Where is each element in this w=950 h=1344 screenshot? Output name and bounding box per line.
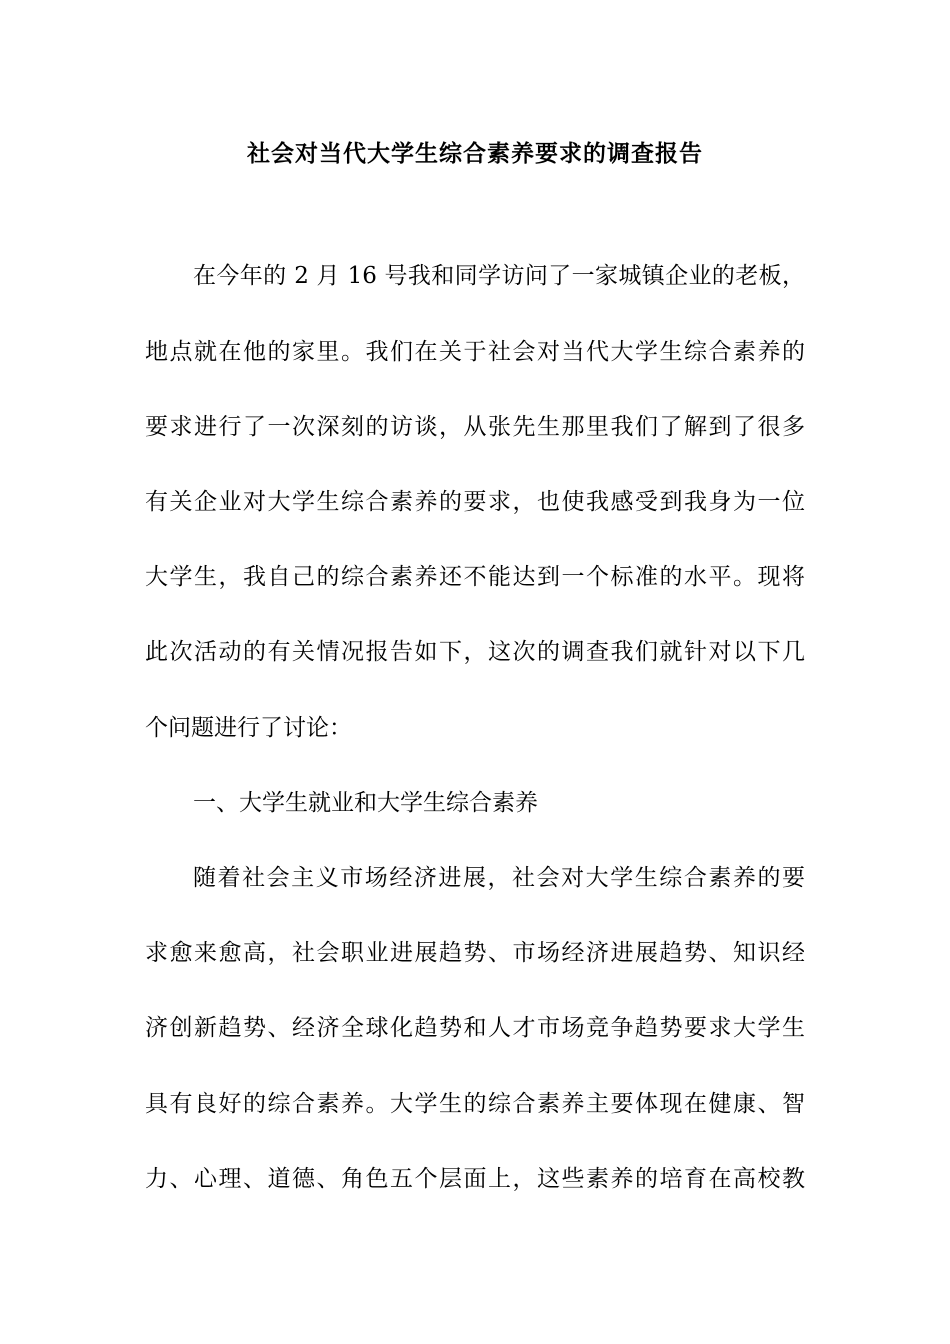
document-title: 社会对当代大学生综合素养要求的调查报告 bbox=[247, 140, 703, 167]
paragraph-line: 力、心理、道德、角色五个层面上，这些素养的培育在高校教 bbox=[145, 1166, 805, 1192]
paragraph-line: 求愈来愈高，社会职业进展趋势、市场经济进展趋势、知识经 bbox=[145, 940, 805, 966]
paragraph-line: 在今年的 2 月 16 号我和同学访问了一家城镇企业的老板， bbox=[193, 263, 805, 289]
paragraph-line: 此次活动的有关情况报告如下，这次的调查我们就针对以下几 bbox=[145, 639, 805, 665]
paragraph-line: 要求进行了一次深刻的访谈，从张先生那里我们了解到了很多 bbox=[145, 414, 805, 440]
paragraph-line: 地点就在他的家里。我们在关于社会对当代大学生综合素养的 bbox=[145, 339, 805, 365]
paragraph-line: 济创新趋势、经济全球化趋势和人才市场竞争趋势要求大学生 bbox=[145, 1015, 805, 1041]
paragraph-line: 随着社会主义市场经济进展，社会对大学生综合素养的要 bbox=[193, 865, 805, 891]
paragraph-line: 个问题进行了讨论： bbox=[145, 715, 352, 741]
paragraph-line: 有关企业对大学生综合素养的要求，也使我感受到我身为一位 bbox=[145, 489, 805, 515]
paragraph-line: 大学生，我自己的综合素养还不能达到一个标准的水平。现将 bbox=[145, 564, 805, 590]
paragraph-line: 具有良好的综合素养。大学生的综合素养主要体现在健康、智 bbox=[145, 1091, 805, 1117]
section-heading: 一、大学生就业和大学生综合素养 bbox=[193, 790, 538, 816]
